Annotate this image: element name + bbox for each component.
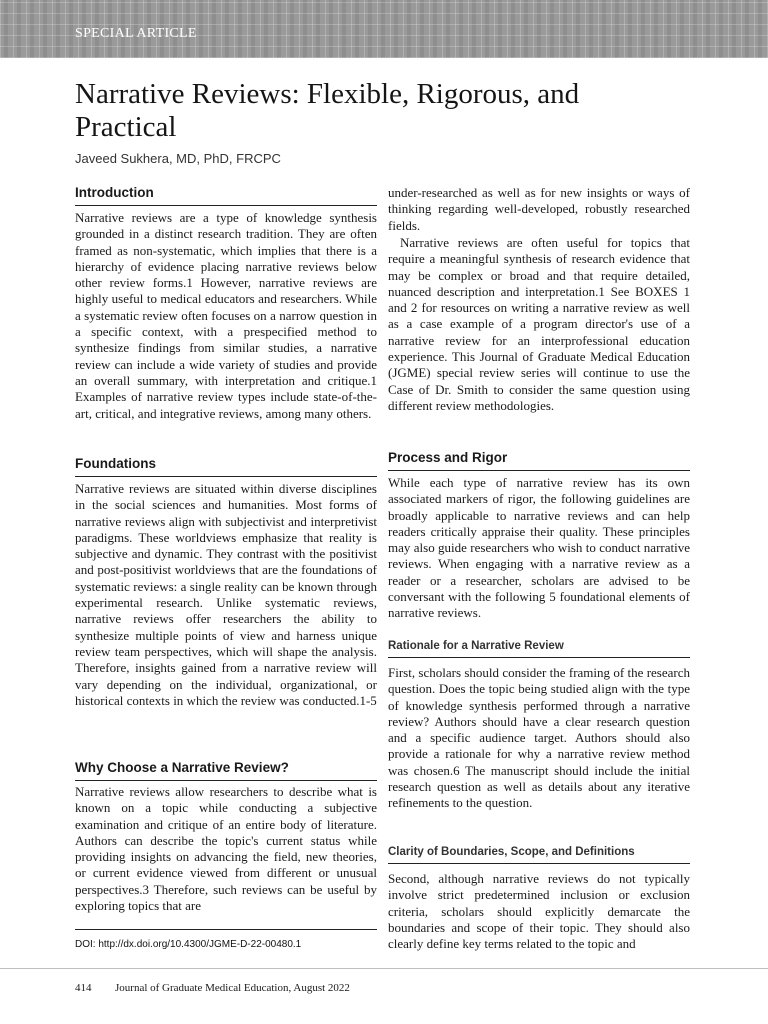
article-type-label: SPECIAL ARTICLE bbox=[75, 26, 197, 41]
introduction-paragraph: Narrative reviews are a type of knowledge synthesis grounded in a distinct research tradition. They are often framed as non-systematic, which implies that there is a hierarchy of evidence placing narrative reviews below other review forms.1 However, narrative reviews are highly useful to medical educators and researchers. While a systematic review often focuses on a narrow question in a specific context, with a prespecified method to synthesize findings from similar studies, a narrative review can include a wide variety of studies and provide an overall summary, with interpretation and critique.1 Examples of narrative review types include state-of-the-art, critical, and integrative reviews, among many others. bbox=[75, 210, 377, 421]
why-choose-continuation: under-researched as well as for new insights or ways of thinking regarding well-developed, robustly researched fields. bbox=[388, 185, 690, 233]
journal-citation: Journal of Graduate Medical Education, August 2022 bbox=[115, 982, 350, 994]
rationale-paragraph: First, scholars should consider the framing of the research question. Does the topic being studied align with the type of knowledge synthesis performed through a narrative review? Authors should have a clear research question and a specific audience target. Authors should also provide a rationale for why a narrative review method was chosen.6 The manuscript should include the initial research question as well as details about any iterative refinements to the question. bbox=[388, 665, 690, 811]
process-rigor-paragraph: While each type of narrative review has its own associated markers of rigor, the following guidelines are broadly applicable to narrative reviews and can help readers critically appraise their quality. These principles may also guide researchers who wish to conduct narrative reviews. When engaging with a narrative review as a reader or a researcher, scholars are advised to be conversant with the following 5 foundational elements of narrative reviews. bbox=[388, 475, 690, 621]
foundations-paragraph: Narrative reviews are situated within diverse disciplines in the social sciences and humanities. Most forms of narrative reviews align with subjectivist and interpretivist paradigms. These worldviews emphasize that reality is subjective and dynamic. They contrast with the positivist and post-positivist worldviews that are the foundations of systematic reviews: a single reality can be known through experimental research. Unlike systematic reviews, narrative reviews offer researchers the ability to synthesize multiple points of view and harness unique review team perspectives, which will shape the analysis. Therefore, insights gained from a narrative review will vary depending on the individual, organizational, or historical contexts in which the review was conducted.1-5 bbox=[75, 481, 377, 708]
footer-divider bbox=[0, 968, 768, 969]
header-banner bbox=[0, 0, 768, 58]
heading-process-rigor: Process and Rigor bbox=[388, 450, 690, 471]
heading-clarity: Clarity of Boundaries, Scope, and Definitions bbox=[388, 846, 690, 864]
heading-introduction: Introduction bbox=[75, 185, 377, 206]
doi-link[interactable]: DOI: http://dx.doi.org/10.4300/JGME-D-22-00480.1 bbox=[75, 939, 302, 950]
heading-foundations: Foundations bbox=[75, 456, 377, 477]
page-number: 414 bbox=[75, 982, 92, 994]
why-choose-paragraph-2: Narrative reviews are often useful for topics that require a meaningful synthesis of research evidence that may be complex or broad and that require detailed, nuanced description and interpretation.1 See BOXES 1 and 2 for resources on writing a narrative review as well as a case example of a program director's use of a narrative review for an interprofessional education experience. This Journal of Graduate Medical Education (JGME) special review series will continue to use the Case of Dr. Smith to consider the same question using different review methodologies. bbox=[388, 235, 690, 413]
heading-rationale: Rationale for a Narrative Review bbox=[388, 640, 690, 658]
clarity-paragraph: Second, although narrative reviews do not typically involve strict predetermined inclusion or exclusion criteria, scholars should explicitly demarcate the boundaries and scope of their topic. They should also clearly define key terms related to the topic and bbox=[388, 871, 690, 952]
doi-divider bbox=[75, 929, 377, 930]
author-line: Javeed Sukhera, MD, PhD, FRCPC bbox=[75, 151, 281, 166]
why-choose-paragraph-1: Narrative reviews allow researchers to describe what is known on a topic while conducting a subjective examination and critique of an entire body of literature. Authors can describe the topic's current status while providing insights on advancing the field, new theories, or current evidence viewed from different or unusual perspectives.3 Therefore, such reviews can be useful by exploring topics that are bbox=[75, 784, 377, 914]
article-title: Narrative Reviews: Flexible, Rigorous, and Practical bbox=[75, 78, 580, 143]
heading-why-choose: Why Choose a Narrative Review? bbox=[75, 760, 377, 781]
